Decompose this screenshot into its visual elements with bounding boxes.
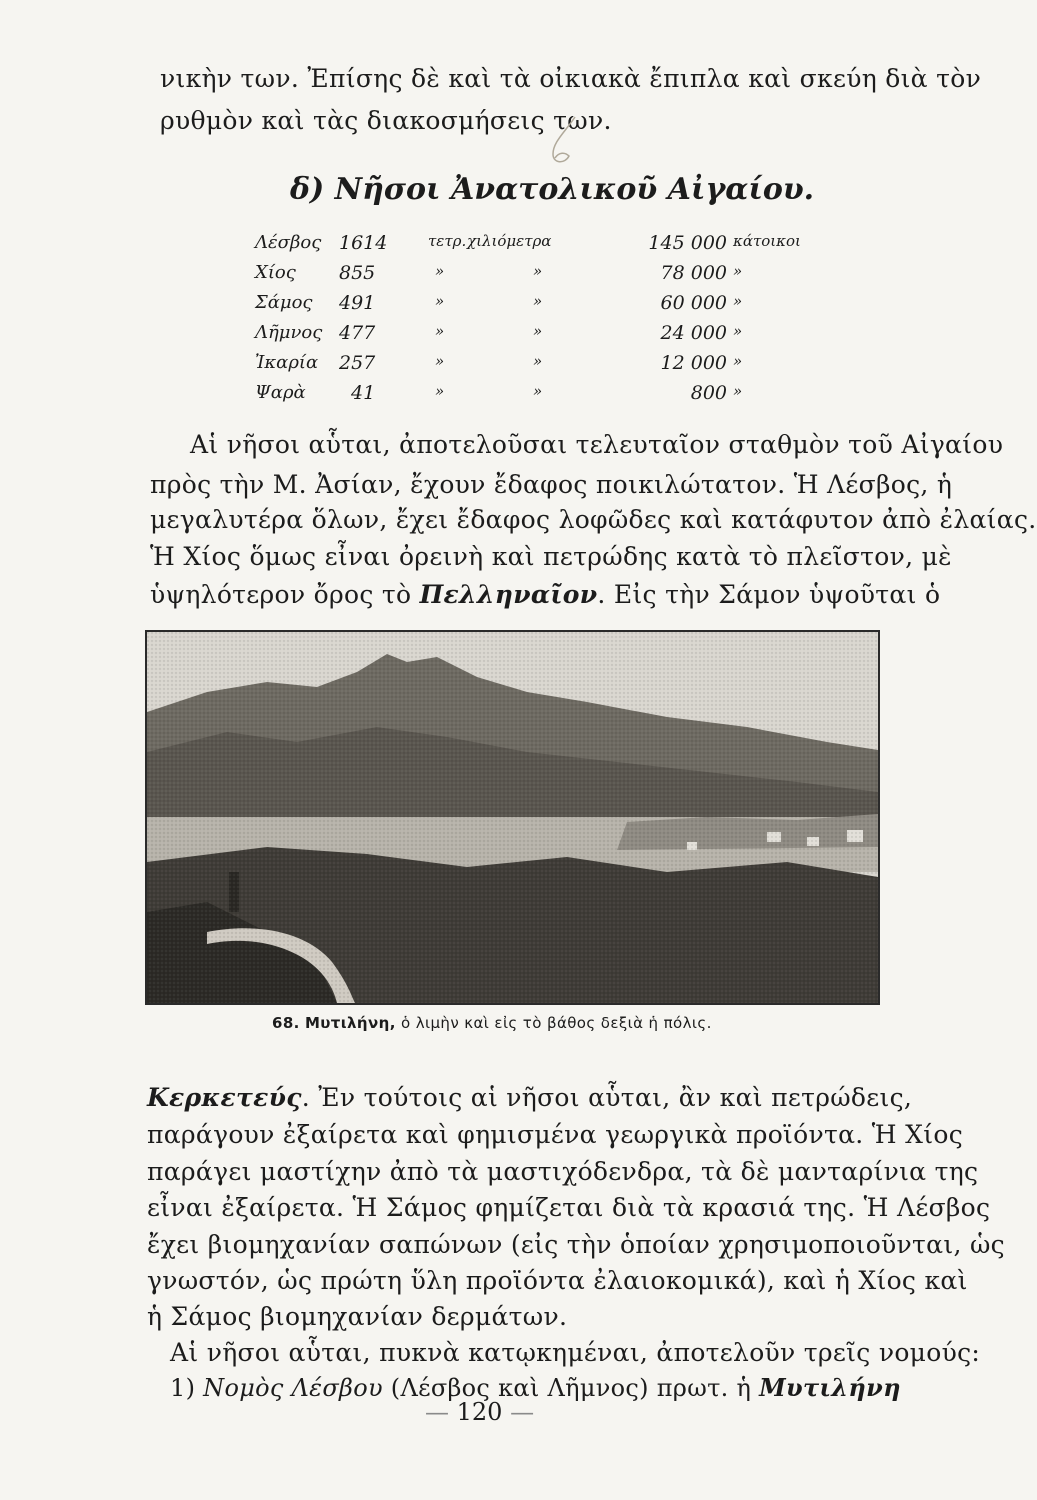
area-unit: »: [435, 262, 445, 280]
island-population: 78 000: [660, 262, 727, 284]
island-name: Χίος: [255, 262, 296, 283]
area-unit: »: [435, 352, 445, 370]
text-run: ὑψηλότερον ὄρος τὸ: [150, 580, 420, 609]
area-unit: »: [533, 382, 543, 400]
text-run: (Λέσβος καὶ Λῆμνος) πρωτ. ἡ: [382, 1374, 760, 1402]
text-line: παράγει μαστίχην ἀπὸ τὰ μαστιχόδενδρα, τὰ δὲ μανταρίνια της: [147, 1157, 979, 1186]
text-line: γνωστόν, ὡς πρώτη ὕλη προϊόντα ἐλαιοκομικά), καὶ ἡ Χίος καὶ: [147, 1266, 968, 1295]
capital-name: Μυτιλήνη: [759, 1373, 901, 1402]
island-area: 491: [339, 292, 376, 314]
text-line: μεγαλυτέρα ὅλων, ἔχει ἔδαφος λοφῶδες καὶ κατάφυτον ἀπὸ ἐλαίας.: [150, 505, 1037, 534]
island-area: 855: [339, 262, 376, 284]
population-unit: »: [733, 292, 743, 310]
text-line: Ἡ Χίος ὅμως εἶναι ὀρεινὴ καὶ πετρώδης κατὰ τὸ πλεῖστον, μὲ: [150, 542, 952, 571]
area-unit: »: [435, 292, 445, 310]
text-run: . Εἰς τὴν Σάμον ὑψοῦται ὁ: [597, 580, 941, 609]
text-line: ἡ Σάμος βιομηχανίαν δερμάτων.: [147, 1302, 568, 1331]
population-unit: κάτοικοι: [733, 232, 801, 250]
figure-number: 68.: [272, 1014, 300, 1032]
text-line: [170, 1373, 901, 1403]
text-line: Αἱ νῆσοι αὗται, ἀποτελοῦσαι τελευταῖον σταθμὸν τοῦ Αἰγαίου: [190, 430, 1004, 459]
pencil-mark: [545, 112, 585, 172]
area-unit: τετρ.: [428, 232, 467, 250]
area-unit: χιλιόμετρα: [467, 232, 552, 250]
island-population: 800: [690, 382, 727, 404]
mountain-name: Πελληναῖον: [419, 580, 598, 609]
area-unit: »: [435, 382, 445, 400]
population-unit: »: [733, 322, 743, 340]
text-run: 1): [170, 1374, 204, 1402]
harbor-landscape-illustration: [147, 632, 878, 1003]
text-run: . Ἐν τούτοις αἱ νῆσοι αὗται, ἂν καὶ πετρώδεις,: [301, 1083, 913, 1112]
text-line: ρυθμὸν καὶ τὰς διακοσμήσεις των.: [160, 106, 612, 135]
figure-caption-text: ὁ λιμὴν καὶ εἰς τὸ βάθος δεξιὰ ἡ πόλις.: [400, 1014, 712, 1032]
text-line: Αἱ νῆσοι αὗται, πυκνὰ κατῳκημέναι, ἀποτελοῦν τρεῖς νομούς:: [170, 1338, 981, 1367]
prefecture-name: Νομὸς Λέσβου: [203, 1374, 383, 1402]
text-line: εἶναι ἐξαίρετα. Ἡ Σάμος φημίζεται διὰ τὰ κρασιά της. Ἡ Λέσβος: [147, 1193, 991, 1222]
island-population: 60 000: [660, 292, 727, 314]
island-area: 41: [351, 382, 376, 404]
text-line: [147, 1083, 912, 1113]
island-name: Ἰκαρία: [255, 352, 319, 373]
island-area: 1614: [339, 232, 388, 254]
island-name: Σάμος: [255, 292, 313, 313]
dash-right: —: [502, 1398, 535, 1426]
text-line: ἔχει βιομηχανίαν σαπώνων (εἰς τὴν ὁποίαν χρησιμοποιοῦνται, ὡς: [147, 1230, 1005, 1259]
page-number: [425, 1398, 534, 1426]
text-line: πρὸς τὴν Μ. Ἀσίαν, ἔχουν ἔδαφος ποικιλώτατον. Ἡ Λέσβος, ἡ: [150, 470, 953, 499]
island-population: 12 000: [660, 352, 727, 374]
island-area: 477: [339, 322, 376, 344]
mountain-name: Κερκετεύς: [147, 1083, 302, 1112]
island-area: 257: [339, 352, 376, 374]
island-name: Λέσβος: [255, 232, 322, 253]
page-number-value: 120: [456, 1398, 503, 1426]
population-unit: »: [733, 262, 743, 280]
area-unit: »: [435, 322, 445, 340]
area-unit: »: [533, 322, 543, 340]
figure-caption: [272, 1014, 712, 1032]
area-unit: »: [533, 352, 543, 370]
text-line: παράγουν ἐξαίρετα καὶ φημισμένα γεωργικὰ προϊόντα. Ἡ Χίος: [147, 1120, 964, 1149]
island-population: 145 000: [648, 232, 727, 254]
figure-photo-mytilene: [145, 630, 880, 1005]
island-name: Ψαρὰ: [255, 382, 306, 403]
figure-place: Μυτιλήνη,: [304, 1014, 396, 1032]
island-population: 24 000: [660, 322, 727, 344]
area-unit: »: [533, 292, 543, 310]
dash-left: —: [425, 1398, 457, 1426]
population-unit: »: [733, 352, 743, 370]
section-title: δ) Νῆσοι Ἀνατολικοῦ Αἰγαίου.: [290, 172, 815, 207]
text-line: νικὴν των. Ἐπίσης δὲ καὶ τὰ οἰκιακὰ ἔπιπλα καὶ σκεύη διὰ τὸν: [160, 64, 982, 93]
population-unit: »: [733, 382, 743, 400]
text-line: [150, 580, 940, 610]
area-unit: »: [533, 262, 543, 280]
island-name: Λῆμνος: [255, 322, 323, 343]
